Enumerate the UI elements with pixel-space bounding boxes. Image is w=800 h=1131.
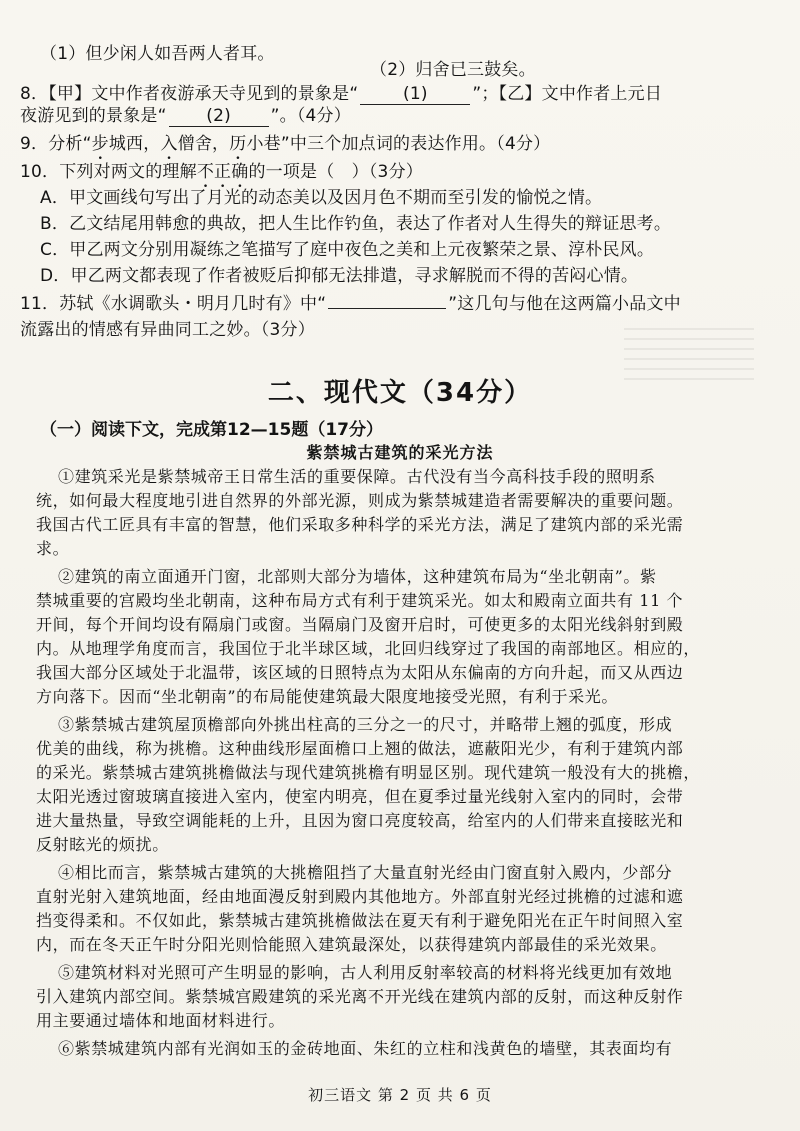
section-title: 二、现代文（34分）	[267, 378, 533, 408]
q8-text-a: 8．【甲】文中作者夜游承天寺见到的景象是“	[20, 84, 359, 104]
article-line: 用主要通过墙体和地面材料进行。	[36, 1011, 286, 1030]
article-line: ⑥紫禁城建筑内部有光润如玉的金砖地面、朱红的立柱和浅黄色的墙壁，其表面均有	[58, 1039, 673, 1058]
article-line: ②建筑的南立面通开门窗，北部则大部分为墙体，这种建筑布局为“坐北朝南”。紫	[58, 567, 657, 586]
q9-pre: 9．分析“	[20, 134, 92, 154]
question-8-line-2	[20, 104, 351, 128]
q9-mid-3: 小巷”中三个加点词的表达作用。（4分）	[246, 134, 551, 154]
article-title: 紫禁城古建筑的采光方法	[306, 443, 494, 462]
answer-blank-2[interactable]: (2)	[169, 106, 269, 127]
q8-text-d: ”。（4分）	[270, 106, 351, 126]
q8-text-b: ”；【乙】文中作者上元日	[472, 84, 663, 104]
answer-blank-1[interactable]: (1)	[360, 84, 470, 105]
q10-option-a: A．甲文画线句写出了月光的动态美以及因月色不期而至引发的愉悦之情。	[40, 188, 603, 208]
article-line: 引入建筑内部空间。紫禁城宫殿建筑的采光离不开光线在建筑内部的反射，而这种反射作	[36, 987, 684, 1006]
q10-option-c: C．甲乙两文分别用凝练之笔描写了庭中夜色之美和上元夜繁荣之景、淳朴民风。	[40, 240, 655, 260]
q11-pre: 11．苏轼《水调歌头・明月几时有》中“	[20, 294, 327, 314]
article-line: 内。从地理学角度而言，我国位于北半球区域，北回归线穿过了我国的南部地区。相应的，	[36, 639, 701, 658]
question-11-line-2: 流露出的情感有异曲同工之妙。（3分）	[20, 320, 315, 340]
article-line: 方向落下。因而“坐北朝南”的布局能使建筑最大限度地接受光照，有利于采光。	[36, 687, 618, 706]
q10-option-d: D．甲乙两文都表现了作者被贬后抑郁无法排遣，寻求解脱而不得的苦闷心情。	[40, 266, 639, 286]
article-line: 进大量热量，导致空调能耗的上升，且因为窗口亮度较高，给室内的人们带来直接眩光和	[36, 811, 684, 830]
q7-item-2: （2）归舍已三鼓矣。	[370, 60, 536, 80]
q9-dotted-word-1: 步	[91, 134, 109, 154]
article-line: 我国大部分区域处于北温带，该区域的日照特点为太阳从东偏南的方向升起，而又从西边	[36, 663, 684, 682]
article-line: 禁城重要的宫殿均坐北朝南，这种布局方式有利于建筑采光。如太和殿南立面共有 11 个	[36, 591, 684, 610]
subsection-heading: （一）阅读下文，完成第12—15题（17分）	[40, 420, 383, 440]
q10-post: 的一项是（ ）（3分）	[248, 162, 423, 182]
q10-emphasis: 不正确	[196, 162, 249, 182]
q10-option-b: B．乙文结尾用韩愈的典故，把人生比作钓鱼，表达了作者对人生得失的辩证思考。	[40, 214, 672, 234]
article-line: ④相比而言，紫禁城古建筑的大挑檐阻挡了大量直射光经由门窗直射入殿内，少部分	[58, 863, 673, 882]
bleed-through-text	[624, 320, 754, 380]
article-line: ③紫禁城古建筑屋顶檐部向外挑出柱高的三分之一的尺寸，并略带上翘的弧度，形成	[58, 715, 673, 734]
article-line: 我国古代工匠具有丰富的智慧，他们采取多种科学的采光方法，满足了建筑内部的采光需	[36, 515, 684, 534]
article-line: ⑤建筑材料对光照可产生明显的影响，古人利用反射率较高的材料将光线更加有效地	[58, 963, 673, 982]
article-line: 统，如何最大程度地引进自然界的外部光源，则成为紫禁城建造者需要解决的重要问题。	[36, 491, 684, 510]
article-line: 优美的曲线，称为挑檐。这种曲线形屋面檐口上翘的做法，遮蔽阳光少，有利于建筑内部	[36, 739, 684, 758]
q8-text-c: 夜游见到的景象是“	[20, 106, 167, 126]
q11-post: ”这几句与他在这两篇小品文中	[448, 294, 681, 314]
q7-item-1: （1）但少闲人如吾两人者耳。	[40, 44, 275, 64]
question-11-line-1	[20, 292, 681, 316]
question-8-line-1	[20, 82, 662, 106]
article-line: 内，而在冬天正午时分阳光则恰能照入建筑最深处，以获得建筑内部最佳的采光效果。	[36, 935, 667, 954]
article-line: 挡变得柔和。不仅如此，紫禁城古建筑挑檐做法在夏天有利于避免阳光在正午时间照入室	[36, 911, 684, 930]
page-footer: 初三语文 第 2 页 共 6 页	[308, 1086, 492, 1104]
q9-dotted-word-2: 入	[160, 134, 178, 154]
article-line: 反射眩光的烦扰。	[36, 835, 169, 854]
article-line: 太阳光透过窗玻璃直接进入室内，使室内明亮，但在夏季过量光线射入室内的同时，会带	[36, 787, 684, 806]
article-line: 的采光。紫禁城古建筑挑檐做法与现代建筑挑檐有明显区别。现代建筑一般没有大的挑檐，	[36, 763, 701, 782]
q9-mid-1: 城西，	[108, 134, 161, 154]
answer-blank-3[interactable]	[328, 308, 446, 309]
q9-mid-2: 僧舍，	[177, 134, 230, 154]
article-line: 直射光射入建筑地面，经由地面漫反射到殿内其他地方。外部直射光经过挑檐的过滤和遮	[36, 887, 684, 906]
article-line: 求。	[36, 539, 70, 558]
q9-dotted-word-3: 历	[229, 134, 247, 154]
q10-pre: 10．下列对两文的理解	[20, 162, 197, 182]
article-line: ①建筑采光是紫禁城帝王日常生活的重要保障。古代没有当今高科技手段的照明系	[58, 467, 656, 486]
article-line: 开间，每个开间均设有隔扇门或窗。当隔扇门及窗开启时，可使更多的太阳光线斜射到殿	[36, 615, 684, 634]
